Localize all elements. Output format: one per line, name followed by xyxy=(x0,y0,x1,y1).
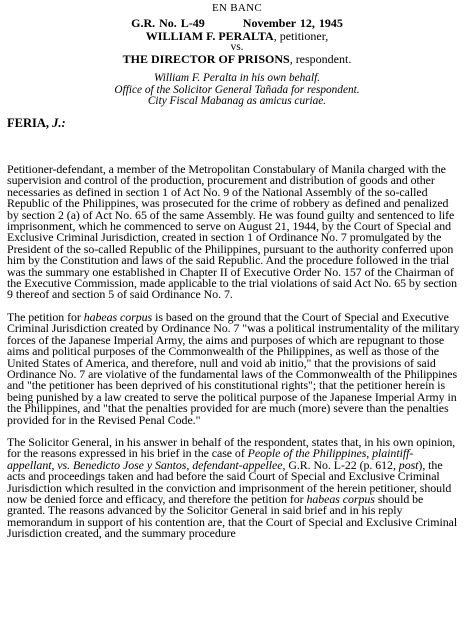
respondent-role: , respondent. xyxy=(289,52,352,66)
ponente xyxy=(7,116,474,131)
decision-body xyxy=(7,164,460,551)
counsel-block xyxy=(0,73,474,108)
case-number: G.R. No. L-49 xyxy=(131,16,205,30)
petitioner-name: WILLIAM F. PERALTA xyxy=(145,29,274,43)
paragraph-2 xyxy=(7,309,460,427)
respondent-line xyxy=(0,53,474,65)
amicus-curiae: City Fiscal Mabanag as amicus curiae. xyxy=(147,95,327,107)
case-header xyxy=(0,2,474,65)
decision-date: November 12, 1945 xyxy=(242,16,343,30)
paragraph-3-text-b: , G.R. No. L-22 (p. 612, xyxy=(282,457,399,472)
counsel-respondent: Office of the Solicitor General Tañada for respondent. xyxy=(114,83,360,96)
paragraph-2-text-a: The petition for xyxy=(7,309,84,324)
paragraph-3-post: post xyxy=(398,457,419,472)
petitioner-role: , petitioner, xyxy=(273,29,329,43)
paragraph-2-italic: habeas corpus xyxy=(83,309,153,324)
paragraph-3-case-title: People of the Philippines, plaintiff-appellant, vs. Benedicto Jose y Santos, defendant-appellee xyxy=(7,446,414,472)
versus: vs. xyxy=(230,41,244,53)
paragraph-3 xyxy=(7,434,460,541)
ponente-suffix: J.: xyxy=(52,115,66,130)
respondent-name: THE DIRECTOR OF PRISONS xyxy=(122,52,290,66)
counsel-petitioner: William F. Peralta in his own behalf. xyxy=(153,72,321,84)
case-number-line xyxy=(0,17,474,29)
paragraph-3-text-a: The Solicitor General, in his answer in behalf of the respondent, states that, in his own opinion, for the reasons expressed in his brief in the case of xyxy=(7,434,456,461)
ponente-name: FERIA, xyxy=(7,115,50,130)
paragraph-3-text-d: should be granted. The reasons advanced by the Solicitor General in said brief and in his reply memorandum in support of his contention are, that the Court of Special and Exclusive Criminal Jurisdiction created, and the summary procedure xyxy=(7,491,458,541)
paragraph-3-text-c: ), the acts and proceedings taken and had before the said Court of Special and Exclusive Criminal Jurisdiction which resulted in the conviction and imprisonment of the herein petitioner, should now be denied force and efficacy, and therefore the petition for xyxy=(7,457,452,506)
court-division: EN BANC xyxy=(211,2,263,14)
paragraph-3-habeas: habeas corpus xyxy=(306,491,375,506)
paragraph-1: Petitioner-defendant, a member of the Metropolitan Constabulary of Manila charged with the supervision and control of the production, procurement and distribution of goods and other necessaries as defined in section 1 of Act No. 9 of the National Assembly of the so-called Republic of the Philippines, was prosecuted for the crime of robbery as defined and penalized by section 2 (a) of Act No. 65 of the same Assembly. He was found guilty and sentenced to life imprisonment, which he commenced to serve on August 21, 1944, by the Court of Special and Exclusive Criminal Jurisdiction, created in section 1 of Ordinance No. 7 promulgated by the President of the so-called Republic of the Philippines, pursuant to the authority conferred upon him by the Constitution and laws of the said Republic. And the procedure followed in the trial was the summary one established in Chapter II of Executive Order No. 157 of the Chairman of the Executive Commission, made applicable to the trial violations of said Act No. 65 by section 9 thereof and section 5 of said Ordinance No. 7. xyxy=(7,162,457,302)
paragraph-2-text-b: is based on the ground that the Court of Special and Executive Criminal Jurisdiction created by Ordinance No. 7 "was a political instrumentality of the military forces of the Japanese Imperial Army, the aims and purposes of which are repugnant to those aims and political purposes of the Commonwealth of the Philippines, as well as those of the United States of America, and therefore, null and void ab initio," that the provisions of said Ordinance No. 7 are violative of the fundamental laws of the Commonwealth of the Philippines and "the petitioner has been deprived of his constitutional rights"; that the petitioner herein is being punished by a law created to serve the political purpose of the Japanese Imperial Army in the Philippines, and "that the penalties provided for are much (more) severe than the penalties provided for in the Revised Penal Code." xyxy=(7,309,460,427)
